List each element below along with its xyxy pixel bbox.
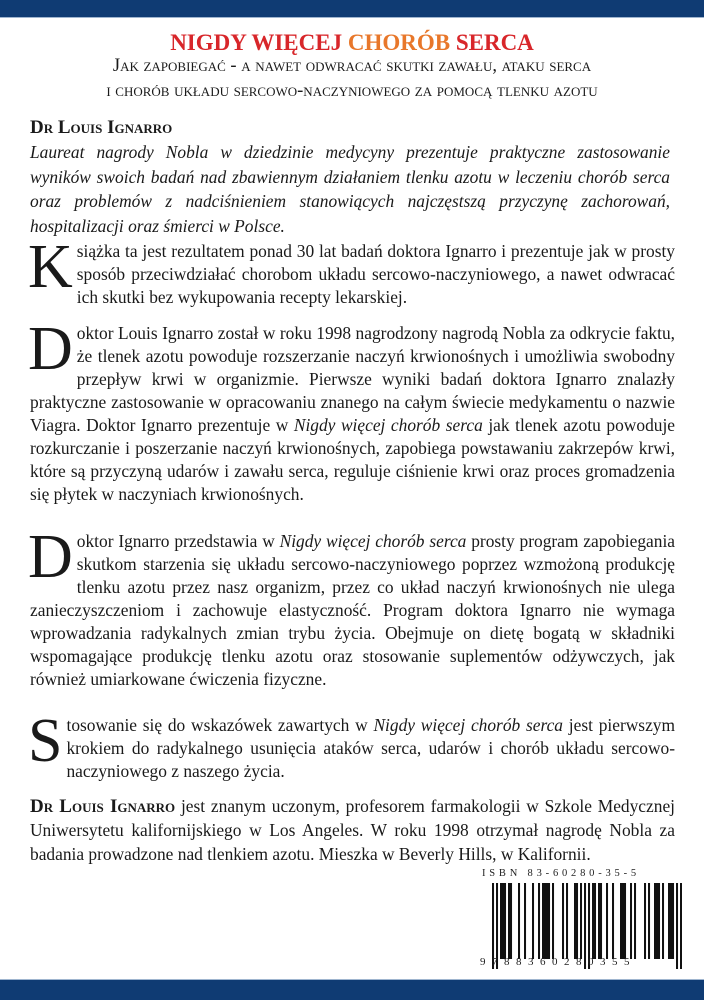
barcode-bar xyxy=(562,883,564,959)
paragraph-4 xyxy=(28,707,676,783)
isbn-barcode xyxy=(470,868,704,973)
barcode-bar xyxy=(648,883,650,959)
book-title-reference: Nigdy więcej chorób serca xyxy=(293,415,483,435)
ean-digits: 9788360280355 xyxy=(480,956,636,968)
barcode-bar xyxy=(680,883,682,969)
bio-author-name: Dr Louis Ignarro xyxy=(30,796,176,817)
paragraph-text: oktor Louis Ignarro został w roku 1998 nagrodzony nagrodą Nobla za odkrycie faktu, że tlenek azotu powoduje rozszerzanie naczyń krwionośnych i umożliwia swobodny przepływ krwi w organizmie. Pierwsze wyniki badań doktora Ignarro znalazły praktyczne zastosowanie w opracowaniu znanego na całym świecie medykamentu o nazwie Viagra. Doktor Ignarro prezentuje w xyxy=(30,323,675,435)
title-part-2: CHORÓB xyxy=(347,30,451,55)
paragraph-text: jak tlenek azotu powoduje rozkurczanie i poszerzanie naczyń krwionośnych, zapobiega powstawaniu zakrzepów krwi, które są przyczyną udarów i zawału serca, reguluje ciśnienie krwi oraz proces gromadzenia się płytek w naczyniach krwionośnych. xyxy=(30,415,676,504)
title-part-3: SERCA xyxy=(450,30,534,55)
barcode-bar xyxy=(546,883,548,959)
barcode-bar xyxy=(502,883,504,959)
title-part-1: NIGDY WIĘCEJ xyxy=(170,30,348,55)
barcode-bar xyxy=(566,883,568,959)
book-title-reference: Nigdy więcej chorób serca xyxy=(279,531,467,551)
barcode-bar xyxy=(544,883,546,959)
barcode-bar xyxy=(504,883,506,959)
bottom-color-band xyxy=(0,980,704,1000)
barcode-bar xyxy=(672,883,674,959)
paragraph-text: oktor Ignarro przedstawia w xyxy=(76,531,280,551)
barcode-bar xyxy=(606,883,608,959)
barcode-bar xyxy=(622,883,624,959)
barcode-bar xyxy=(676,883,678,969)
barcode-bar xyxy=(592,883,594,959)
barcode-bar xyxy=(576,883,578,959)
paragraph-3 xyxy=(28,523,676,691)
book-title xyxy=(0,30,704,56)
barcode-bar xyxy=(668,883,670,959)
drop-cap: K xyxy=(28,233,73,301)
paragraph-text: tosowanie się do wskazówek zawartych w xyxy=(66,715,374,735)
paragraph-text: jest pierwszym krokiem do radykalnego usunięcia ataków serca, udarów i chorób układu sercowo-naczyniowego z naszego życia. xyxy=(66,715,676,781)
paragraph-1 xyxy=(28,233,675,309)
barcode-bar xyxy=(548,883,550,959)
barcode-bar xyxy=(500,883,502,959)
barcode-bar xyxy=(508,883,510,959)
barcode-bar xyxy=(620,883,622,959)
barcode-bar xyxy=(552,883,554,959)
barcode-bar xyxy=(580,883,582,959)
barcode-bar xyxy=(670,883,672,959)
barcode-bar xyxy=(518,883,520,959)
barcode-bar xyxy=(524,883,526,959)
isbn-label: ISBN 83-60280-35-5 xyxy=(482,868,640,879)
barcode-bar xyxy=(644,883,646,959)
barcode-bar xyxy=(598,883,600,959)
barcode-bar xyxy=(532,883,534,959)
barcode-bar xyxy=(510,883,512,959)
barcode-bar xyxy=(612,883,614,959)
barcode-bar xyxy=(600,883,602,959)
barcode-bar xyxy=(624,883,626,959)
drop-cap: D xyxy=(28,315,73,383)
drop-cap: D xyxy=(28,523,73,591)
book-title-reference: Nigdy więcej chorób serca xyxy=(373,715,564,735)
barcode-bar xyxy=(662,883,664,959)
barcode-bar xyxy=(656,883,658,959)
paragraph-2 xyxy=(28,315,676,506)
subtitle-line-2: i chorób układu sercowo-naczyniowego za pomocą tlenku azotu xyxy=(106,81,598,101)
author-name: Dr Louis Ignarro xyxy=(30,117,173,138)
paragraph-text: prosty program zapobiegania skutkom starzenia się układu sercowo-naczyniowego poprzez wzmożoną produkcję tlenku azotu przez nasz organizm, przez co układ naczyń krwionośnych nie ulega zanieczyszczeniom i zachowuje elastyczność. Program doktora Ignarro nie wymaga wprowadzania radykalnych zmian trybu życia. Obejmuje on dietę bogatą w składniki wspomagające produkcję tlenku azotu oraz stosowanie suplementów odżywczych, jak również umiarkowane ćwiczenia fizyczne. xyxy=(30,531,676,689)
drop-cap: S xyxy=(28,707,63,775)
barcode-bar xyxy=(574,883,576,959)
barcode-bar xyxy=(658,883,660,959)
barcode-bar xyxy=(594,883,596,959)
subtitle-line-1: Jak zapobiegać - a nawet odwracać skutki zawału, ataku serca xyxy=(112,56,592,76)
barcode-bar xyxy=(654,883,656,959)
barcode-bar xyxy=(542,883,544,959)
intro-text: Laureat nagrody Nobla w dziedzinie medycyny prezentuje praktyczne zastosowanie wyników swoich badań nad zbawiennym działaniem tlenku azotu w leczeniu chorób serca oraz problemów z nadciśnieniem stanowiących najczęstszą przyczynę zachorowań, hospitalizacji oraz śmierci w Polsce. xyxy=(30,142,670,236)
barcode-bar xyxy=(538,883,540,959)
top-color-band xyxy=(0,0,704,17)
barcode-bar xyxy=(630,883,632,959)
author-bio xyxy=(30,795,675,866)
bio-text: jest znanym uczonym, profesorem farmakologii w Szkole Medycznej Uniwersytetu kalifornijskiego w Los Angeles. W roku 1998 otrzymał nagrodę Nobla za badania prowadzone nad tlenkiem azotu. Mieszka w Beverly Hills, w Kalifornii. xyxy=(30,796,675,864)
paragraph-text: siążka ta jest rezultatem ponad 30 lat badań doktora Ignarro i prezentuje jak w prosty sposób przeciwdziałać chorobom układu sercowo-naczyniowego, a nawet odwracać ich skutki bez wykupowania recepty lekarskiej. xyxy=(76,241,675,307)
barcode-bar xyxy=(634,883,636,959)
